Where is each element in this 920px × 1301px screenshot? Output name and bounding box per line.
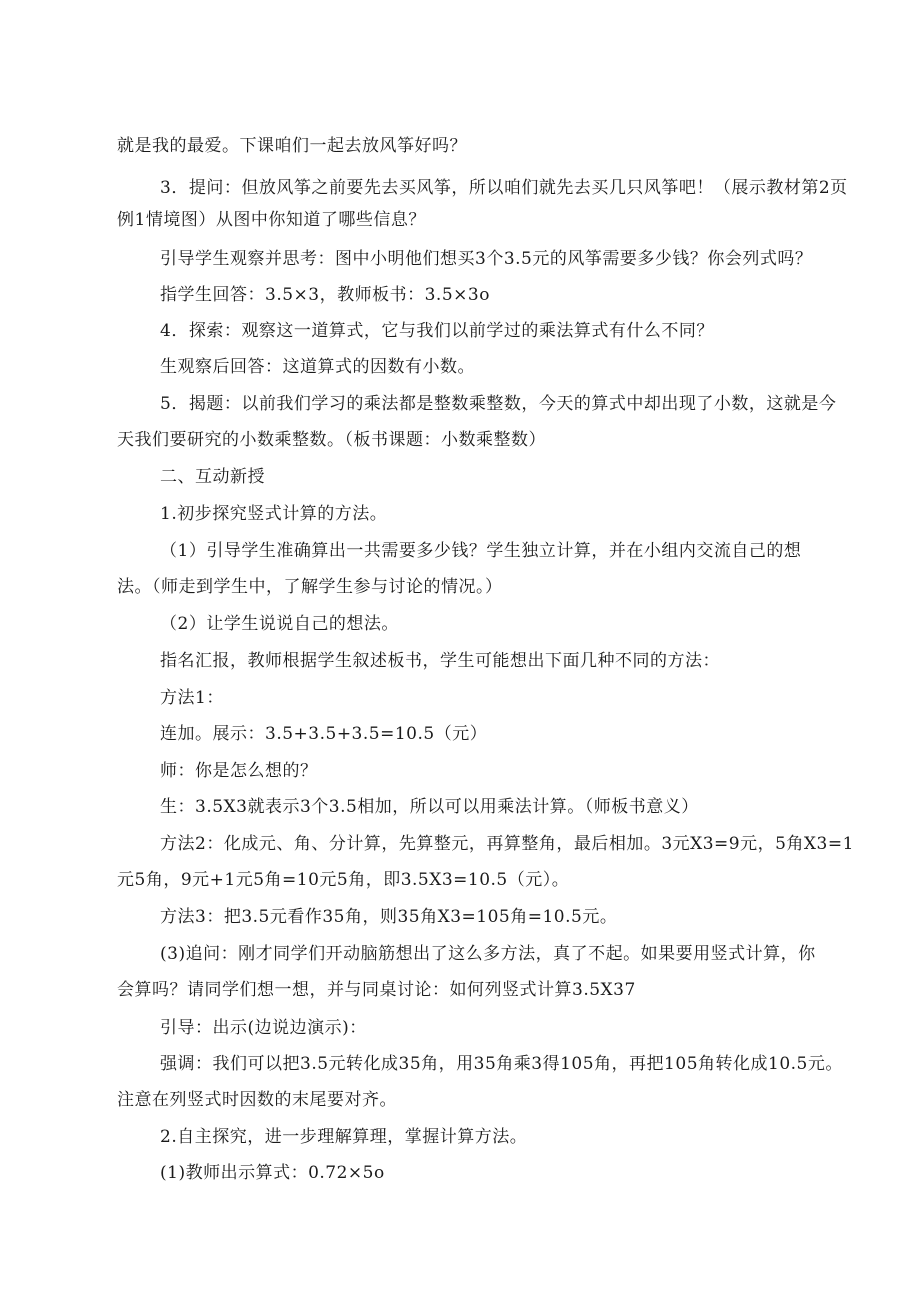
text-line: 4．探索：观察这一道算式，它与我们以前学过的乘法算式有什么不同？ <box>160 321 714 341</box>
text-line: 5．揭题：以前我们学习的乘法都是整数乘整数，今天的算式中却出现了小数，这就是今 <box>160 394 837 414</box>
text-line: 2.自主探究，进一步理解算理，掌握计算方法。 <box>160 1127 528 1147</box>
text-line: 注意在列竖式时因数的末尾要对齐。 <box>117 1090 397 1110</box>
text-line: 例1情境图）从图中你知道了哪些信息？ <box>117 210 426 230</box>
text-line: (1)教师出示算式：0.72×5o <box>160 1163 385 1183</box>
text-line: 师：你是怎么想的？ <box>160 761 318 781</box>
text-line: 连加。展示：3.5+3.5+3.5=10.5（元） <box>160 724 488 744</box>
text-line: 1.初步探究竖式计算的方法。 <box>160 504 388 524</box>
text-line: （1）引导学生准确算出一共需要多少钱？学生独立计算，并在小组内交流自己的想 <box>160 541 802 561</box>
text-line: 引导：出示(边说边演示)： <box>160 1018 367 1038</box>
text-line: 指学生回答：3.5×3，教师板书：3.5×3o <box>160 285 490 305</box>
text-line: 就是我的最爱。下课咱们一起去放风筝好吗？ <box>117 136 467 156</box>
text-line: 法。（师走到学生中，了解学生参与讨论的情况。） <box>117 577 503 597</box>
text-line: 生：3.5X3就表示3个3.5相加，所以可以用乘法计算。（师板书意义） <box>160 797 699 817</box>
text-line: (3)追问：刚才同学们开动脑筋想出了这么多方法，真了不起。如果要用竖式计算，你 <box>160 944 816 964</box>
text-line: 强调：我们可以把3.5元转化成35角，用35角乘3得105角，再把105角转化成10.5元。 <box>160 1054 843 1074</box>
text-line: （2）让学生说说自己的想法。 <box>160 614 399 634</box>
text-line: 元5角，9元+1元5角=10元5角，即3.5X3=10.5（元）。 <box>117 870 570 890</box>
text-line: 天我们要研究的小数乘整数。（板书课题：小数乘整数） <box>117 430 546 450</box>
text-line: 指名汇报，教师根据学生叙述板书，学生可能想出下面几种不同的方法： <box>160 651 720 671</box>
text-line: 会算吗？请同学们想一想，并与同桌讨论：如何列竖式计算3.5X37 <box>117 980 636 1000</box>
text-line: 3．提问：但放风筝之前要先去买风筝，所以咱们就先去买几只风筝吧！（展示教材第2页 <box>160 178 848 198</box>
text-line: 方法3：把3.5元看作35角，则35角X3=105角=10.5元。 <box>160 907 618 927</box>
text-line: 方法2：化成元、角、分计算，先算整元，再算整角，最后相加。3元X3=9元，5角X3=1 <box>160 834 854 854</box>
section-heading: 二、互动新授 <box>160 467 265 487</box>
text-line: 方法1： <box>160 688 224 708</box>
text-line: 引导学生观察并思考：图中小明他们想买3个3.5元的风筝需要多少钱？你会列式吗？ <box>160 249 813 269</box>
text-line: 生观察后回答：这道算式的因数有小数。 <box>160 357 475 377</box>
